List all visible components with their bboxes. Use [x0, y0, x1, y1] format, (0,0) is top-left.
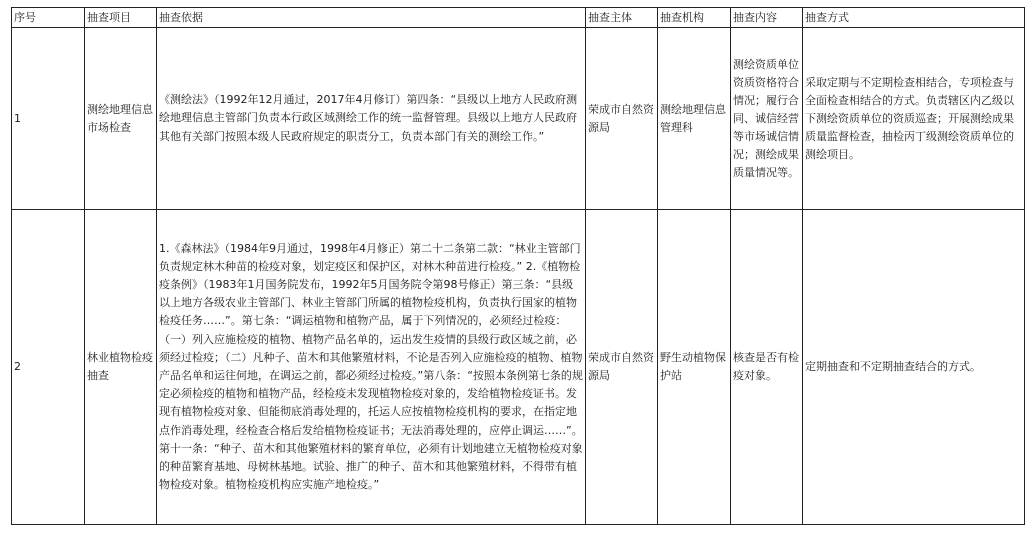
header-method: 抽查方式 [803, 8, 1025, 28]
row-subject: 荣成市自然资源局 [586, 28, 658, 210]
table-row [12, 28, 1025, 210]
header-subject: 抽查主体 [586, 8, 658, 28]
row-index: 2 [12, 210, 85, 525]
header-agency: 抽查机构 [658, 8, 731, 28]
table-row [12, 210, 1025, 525]
row-content: 核查是否有检疫对象。 [731, 210, 803, 525]
row-subject: 荣成市自然资源局 [586, 210, 658, 525]
header-content: 抽查内容 [731, 8, 803, 28]
table-header-row [12, 8, 1025, 28]
row-method: 采取定期与不定期检查相结合，专项检查与全面检查相结合的方式。负责辖区内乙级以下测绘资质单位的资质巡查；开展测绘成果质量监督检查，抽检丙丁级测绘资质单位的测绘项目。 [803, 28, 1025, 210]
row-project: 测绘地理信息市场检查 [85, 28, 157, 210]
row-agency: 野生动植物保护站 [658, 210, 731, 525]
header-index: 序号 [12, 8, 85, 28]
header-project: 抽查项目 [85, 8, 157, 28]
row-project: 林业植物检疫抽查 [85, 210, 157, 525]
row-index: 1 [12, 28, 85, 210]
row-basis: 1.《森林法》（1984年9月通过，1998年4月修正）第二十二条第二款：“林业主管部门负责规定林木种苗的检疫对象，划定疫区和保护区，对林木种苗进行检疫。” 2.《植物检疫条例》（1983年1月国务院发布，1992年5月国务院令第98号修正）第三条：“县级以上地方各级农业主管部门、林业主管部门所属的植物检疫机构，负责执行国家的植物检疫任务……”。第七条：“调运植物和植物产品，属于下列情况的，必须经过检疫：（一）列入应施检疫的植物、植物产品名单的，运出发生疫情的县级行政区域之前，必须经过检疫；（二）凡种子、苗木和其他繁殖材料，不论是否列入应施检疫的植物、植物产品名单和运往何地，在调运之前，都必须经过检疫。”第八条：“按照本条例第七条的规定必须检疫的植物和植物产品，经检疫未发现植物检疫对象的，发给植物检疫证书。发现有植物检疫对象、但能彻底消毒处理的，托运人应按植物检疫机构的要求，在指定地点作消毒处理，经检查合格后发给植物检疫证书；无法消毒处理的，应停止调运……”。第十一条：“种子、苗木和其他繁殖材料的繁育单位，必须有计划地建立无植物检疫对象的种苗繁育基地、母树林基地。试验、推广的种子、苗木和其他繁殖材料，不得带有植物检疫对象。植物检疫机构应实施产地检疫。” [157, 210, 586, 525]
row-basis: 《测绘法》（1992年12月通过，2017年4月修订）第四条：“县级以上地方人民政府测绘地理信息主管部门负责本行政区域测绘工作的统一监督管理。县级以上地方人民政府其他有关部门按照本级人民政府规定的职责分工，负责本部门有关的测绘工作。” [157, 28, 586, 210]
header-basis: 抽查依据 [157, 8, 586, 28]
inspection-table [11, 7, 1025, 525]
row-method: 定期抽查和不定期抽查结合的方式。 [803, 210, 1025, 525]
row-content: 测绘资质单位资质资格符合情况；履行合同、诚信经营等市场诚信情况；测绘成果质量情况等。 [731, 28, 803, 210]
row-agency: 测绘地理信息管理科 [658, 28, 731, 210]
